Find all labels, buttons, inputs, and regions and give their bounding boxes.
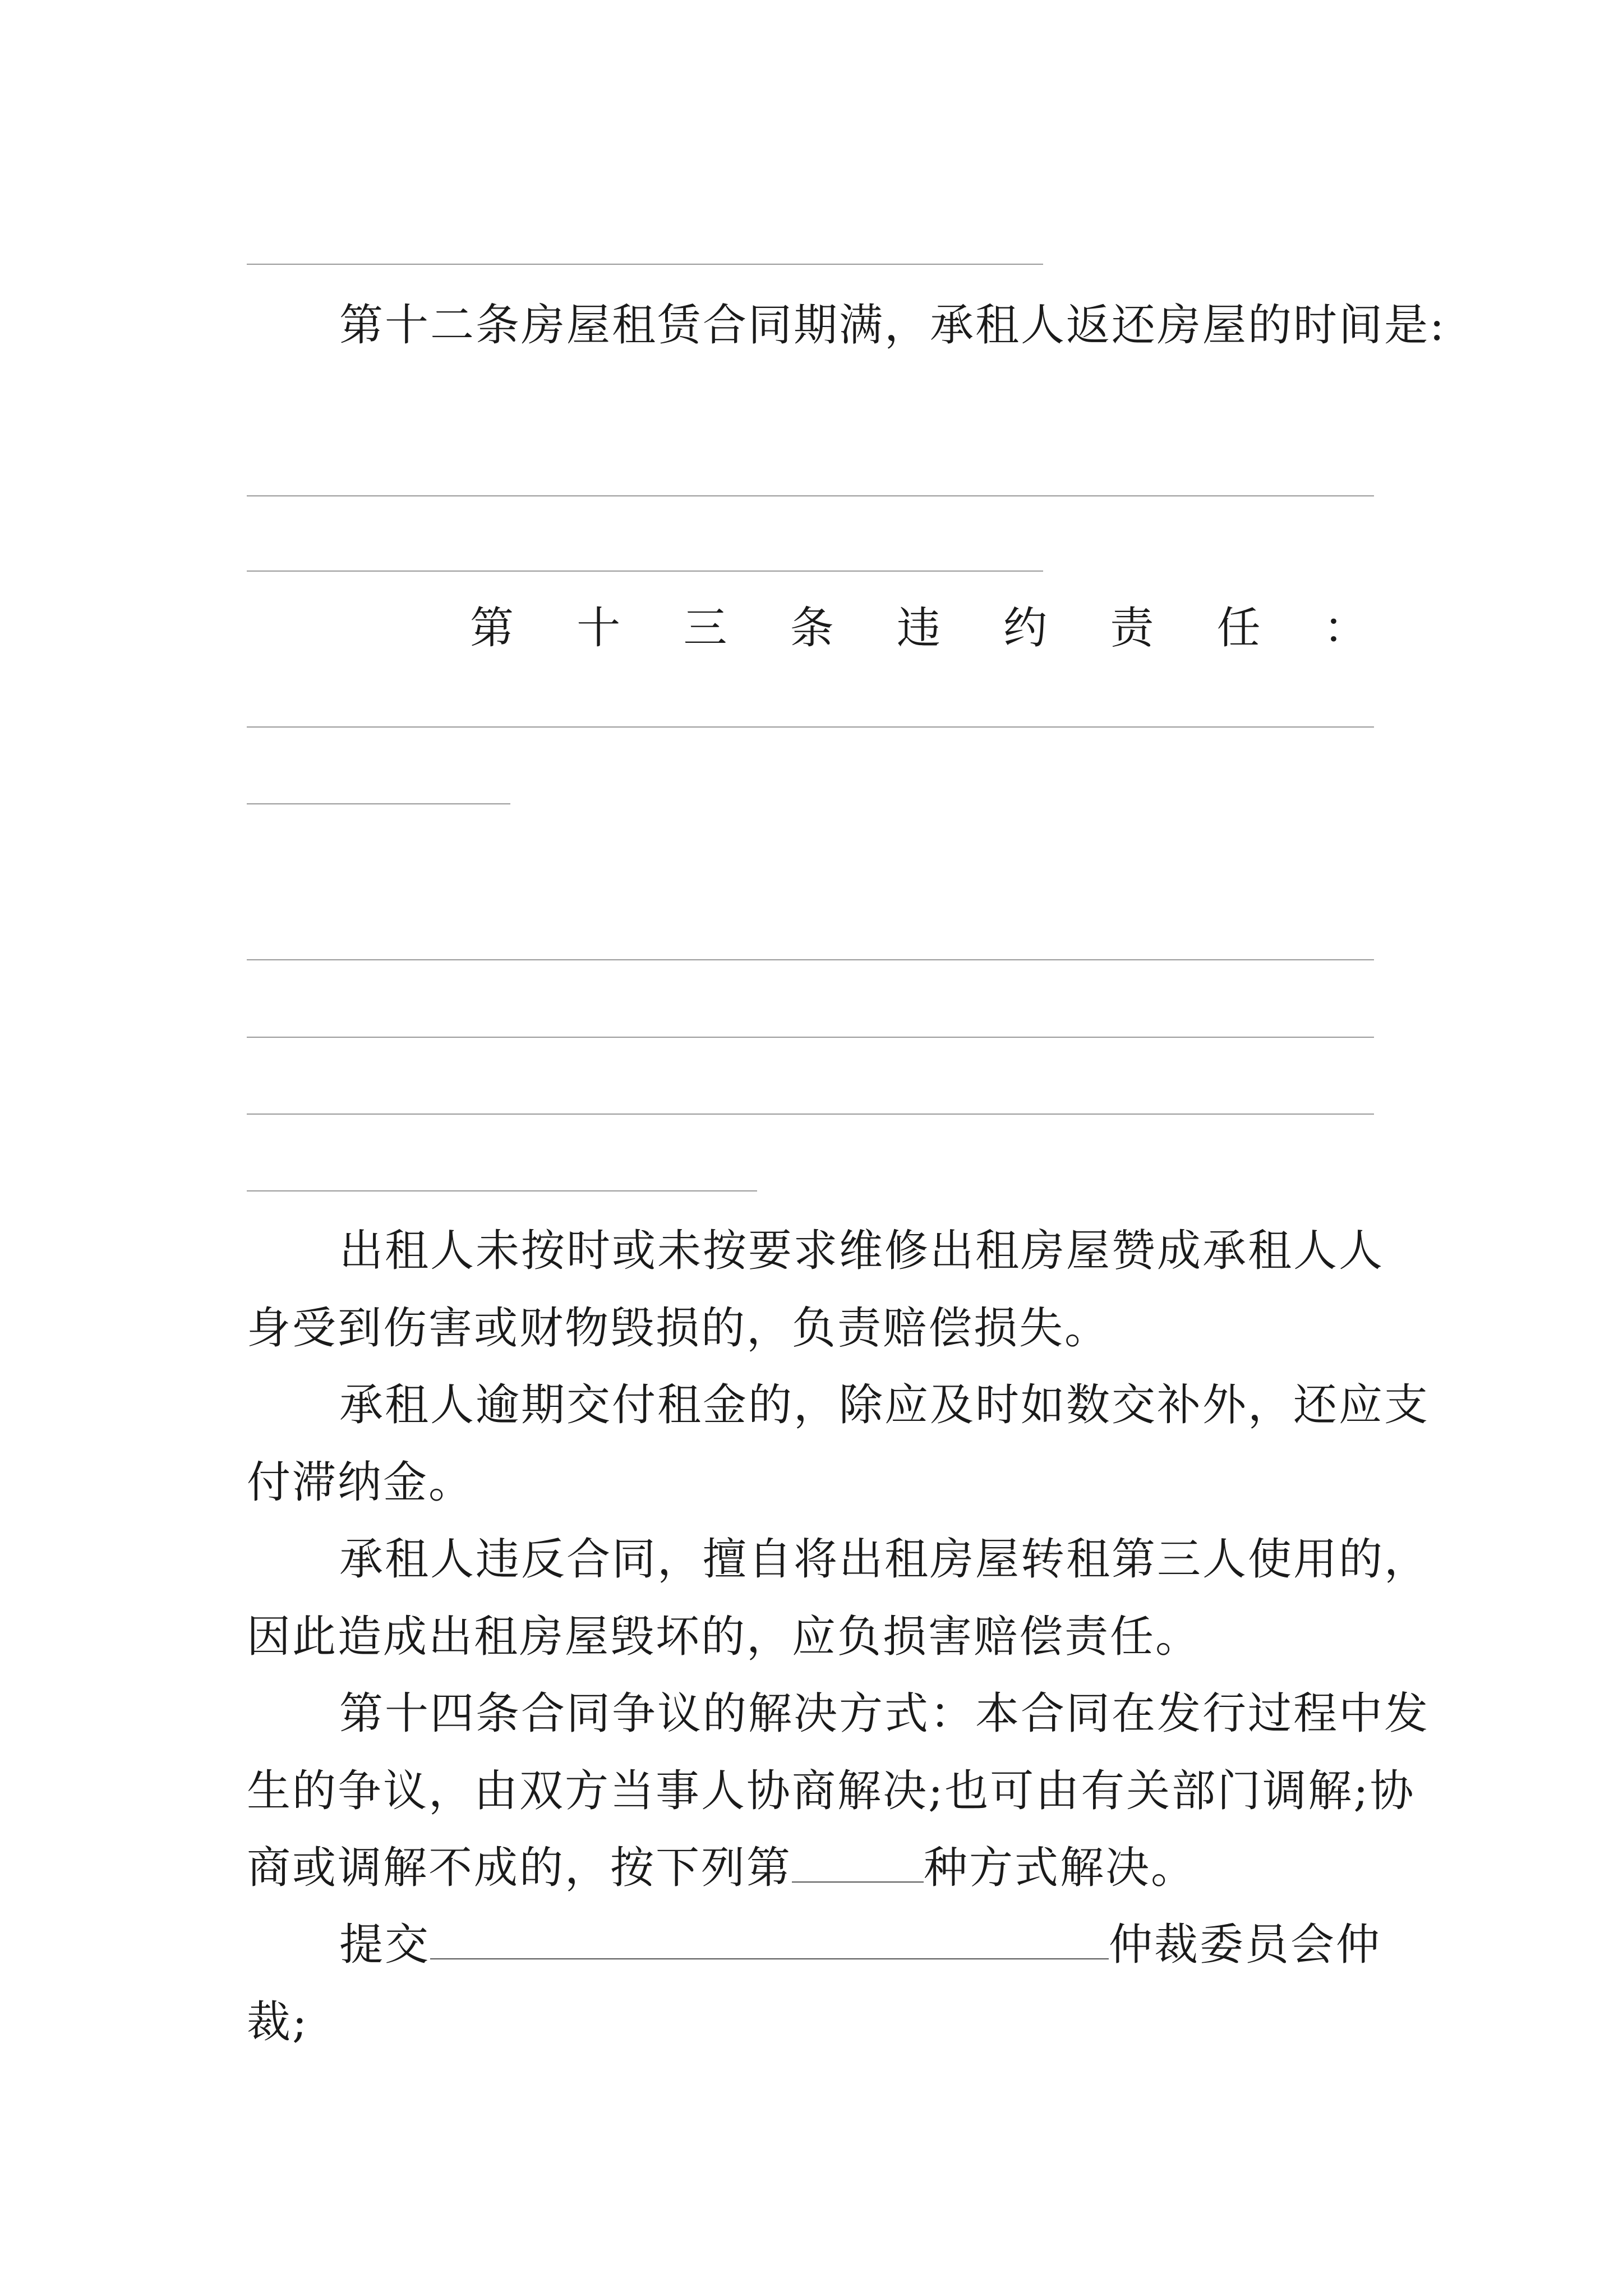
submit-text: 提交 <box>339 1920 431 1970</box>
blank-line <box>247 1190 757 1191</box>
clause-13-char: 责 <box>1110 603 1154 654</box>
paragraph-line: 身受到伤害或财物毁损的，负责赔偿损失。 <box>247 1303 1110 1354</box>
blank-line <box>247 959 1374 960</box>
clause-13-char: 约 <box>1003 603 1048 654</box>
clause-14-text: 商或调解不成的，按下列第 <box>247 1843 792 1893</box>
submit-text: 仲裁委员会仲 <box>1109 1920 1382 1970</box>
paragraph-line: 出租人未按时或未按要求维修出租房屋赞成承租人人 <box>339 1226 1385 1276</box>
clause-12: 第十二条房屋租赁合同期满，承租人返还房屋的时间是: <box>339 300 1446 351</box>
clause-13-heading <box>470 597 1367 659</box>
blank-line <box>247 495 1374 496</box>
paragraph-line: 付滞纳金。 <box>247 1457 474 1508</box>
clause-14-line: 生的争议，由双方当事人协商解决;也可由有关部门调解;协 <box>247 1766 1415 1816</box>
paragraph-line: 承租人违反合同，擅自将出租房屋转租第三人使用的， <box>339 1534 1430 1585</box>
clause-13-char: 三 <box>683 603 727 654</box>
paragraph-line: 承租人逾期交付租金的，除应及时如数交补外，还应支 <box>339 1380 1430 1430</box>
clause-13-char: 第 <box>470 603 514 654</box>
submit-line <box>339 1914 1381 1976</box>
clause-14-line <box>247 1837 1196 1899</box>
clause-14-line: 第十四条合同争议的解决方式：本合同在发行过程中发 <box>339 1688 1430 1739</box>
blank-line <box>247 1037 1374 1038</box>
paragraph-line: 因此造成出租房屋毁坏的，应负损害赔偿责任。 <box>247 1612 1201 1662</box>
clause-13-char: 条 <box>790 603 834 654</box>
clause-13-char: 十 <box>577 603 621 654</box>
option-number-blank[interactable] <box>792 1842 924 1883</box>
clause-13-char: ： <box>1323 603 1367 654</box>
submit-line-2: 裁; <box>247 1997 309 2047</box>
blank-line <box>247 803 510 804</box>
clause-13-char: 任 <box>1216 603 1261 654</box>
clause-13-char: 违 <box>896 603 940 654</box>
blank-line <box>247 570 1043 572</box>
blank-line <box>247 726 1374 728</box>
blank-line <box>247 1114 1374 1115</box>
arbitration-commission-blank[interactable] <box>430 1919 1109 1959</box>
clause-14-text: 种方式解决。 <box>924 1843 1197 1893</box>
blank-line <box>247 264 1043 265</box>
